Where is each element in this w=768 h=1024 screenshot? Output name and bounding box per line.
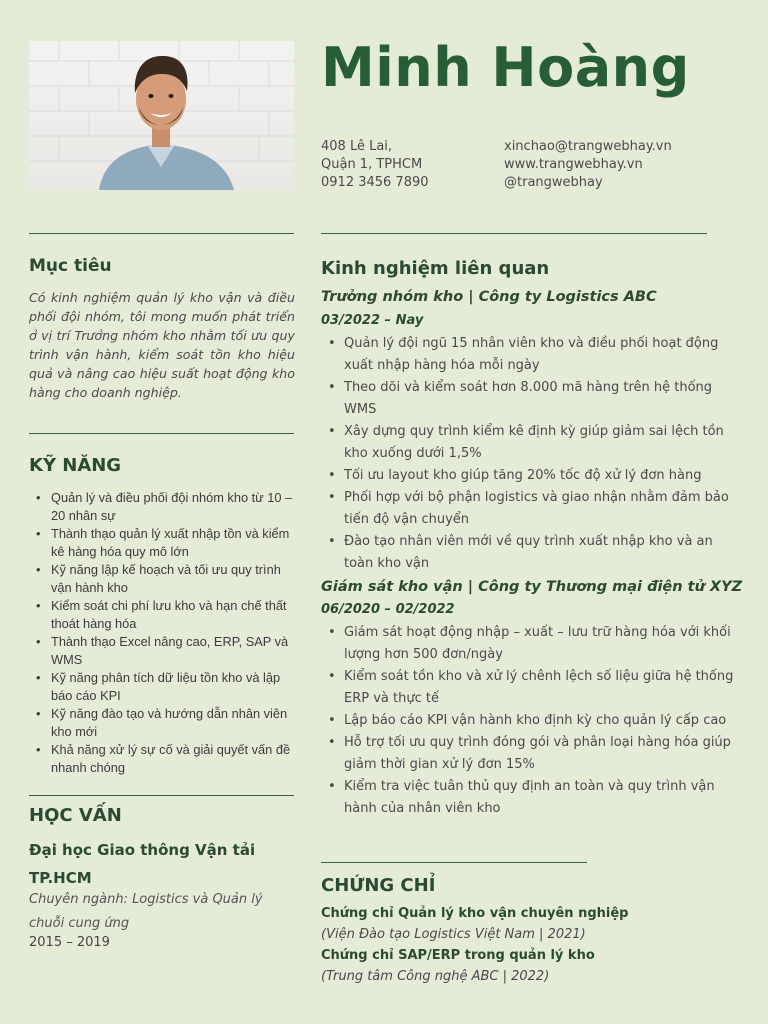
contact-address-block — [321, 138, 429, 192]
job-title-2: Giám sát kho vận | Công ty Thương mại điện tử XYZ — [321, 579, 743, 595]
divider-left-education — [29, 795, 294, 796]
social-handle: @trangwebhay — [504, 175, 603, 190]
job-bullets-1 — [326, 333, 740, 575]
profile-photo — [29, 41, 294, 190]
job-title-1: Trưởng nhóm kho | Công ty Logistics ABC — [321, 289, 657, 305]
certificate-org-1: (Viện Đào tạo Logistics Việt Nam | 2021) — [321, 927, 586, 942]
job-date-2: 06/2020 – 02/2022 — [321, 602, 455, 617]
list-item: • Kỹ năng đào tạo và hướng dẫn nhân viên kho mới — [36, 705, 298, 741]
education-title: HỌC VẤN — [29, 805, 122, 826]
list-item: • Tối ưu layout kho giúp tăng 20% tốc độ xử lý đơn hàng — [326, 465, 740, 487]
address-line-2: Quận 1, TPHCM — [321, 157, 423, 172]
list-item: • Theo dõi và kiểm soát hơn 8.000 mã hàng trên hệ thống WMS — [326, 377, 740, 421]
objective-title: Mục tiêu — [29, 256, 112, 276]
list-item: • Xây dựng quy trình kiểm kê định kỳ giúp giảm sai lệch tồn kho xuống dưới 1,5% — [326, 421, 740, 465]
job-date-1: 03/2022 – Nay — [321, 313, 424, 328]
list-item: • Phối hợp với bộ phận logistics và giao nhận nhằm đảm bảo tiến độ vận chuyển — [326, 487, 740, 531]
list-item: • Kiểm tra việc tuân thủ quy định an toàn và quy trình vận hành của nhân viên kho — [326, 776, 740, 820]
list-item: • Kỹ năng phân tích dữ liệu tồn kho và lập báo cáo KPI — [36, 669, 298, 705]
email-address: xinchao@trangwebhay.vn — [504, 139, 672, 154]
list-item: • Khả năng xử lý sự cố và giải quyết vấn đề nhanh chóng — [36, 741, 298, 777]
list-item: • Kỹ năng lập kế hoạch và tối ưu quy trình vận hành kho — [36, 561, 298, 597]
certificate-org-2: (Trung tâm Công nghệ ABC | 2022) — [321, 969, 550, 984]
divider-right-top — [321, 233, 707, 234]
education-years: 2015 – 2019 — [29, 935, 110, 950]
certificates-title: CHỨNG CHỈ — [321, 875, 436, 896]
website-address: www.trangwebhay.vn — [504, 157, 643, 172]
education-school: Đại học Giao thông Vận tải TP.HCM — [29, 841, 256, 887]
job-bullets-2 — [326, 622, 740, 820]
divider-left-top — [29, 233, 294, 234]
divider-right-certificates — [321, 862, 587, 863]
list-item: • Quản lý và điều phối đội nhóm kho từ 10 – 20 nhân sự — [36, 489, 298, 525]
list-item: • Giám sát hoạt động nhập – xuất – lưu trữ hàng hóa với khối lượng hơn 500 đơn/ngày — [326, 622, 740, 666]
education-major: Chuyên ngành: Logistics và Quản lý chuỗi cung ứng — [29, 892, 263, 931]
candidate-name: Minh Hoàng — [321, 36, 690, 99]
certificate-name-2: Chứng chỉ SAP/ERP trong quản lý kho — [321, 948, 595, 963]
list-item: • Thành thạo Excel nâng cao, ERP, SAP và WMS — [36, 633, 298, 669]
phone-number: 0912 3456 7890 — [321, 175, 429, 190]
divider-left-skills — [29, 433, 294, 434]
list-item: • Lập báo cáo KPI vận hành kho định kỳ cho quản lý cấp cao — [326, 710, 740, 732]
certificate-name-1: Chứng chỉ Quản lý kho vận chuyên nghiệp — [321, 906, 629, 921]
list-item: • Quản lý đội ngũ 15 nhân viên kho và điều phối hoạt động xuất nhập hàng hóa mỗi ngày — [326, 333, 740, 377]
list-item: • Đào tạo nhân viên mới về quy trình xuất nhập kho và an toàn kho vận — [326, 531, 740, 575]
list-item: • Hỗ trợ tối ưu quy trình đóng gói và phân loại hàng hóa giúp giảm thời gian xử lý đơn 15% — [326, 732, 740, 776]
contact-online-block — [504, 138, 672, 192]
list-item: • Kiểm soát chi phí lưu kho và hạn chế thất thoát hàng hóa — [36, 597, 298, 633]
experience-title: Kinh nghiệm liên quan — [321, 258, 550, 279]
skills-title: KỸ NĂNG — [29, 455, 122, 476]
objective-text: Có kinh nghiệm quản lý kho vận và điều phối đội nhóm, tôi mong muốn phát triển ở vị trí Trưởng nhóm kho nhằm tối ưu quy trình vận hành, kiểm soát tồn kho hiệu quả và nâng cao hiệu suất hoạt động kho hàng cho doanh nghiệp. — [29, 290, 295, 400]
skills-list — [36, 489, 298, 777]
list-item: • Thành thạo quản lý xuất nhập tồn và kiểm kê hàng hóa quy mô lớn — [36, 525, 298, 561]
list-item: • Kiểm soát tồn kho và xử lý chênh lệch số liệu giữa hệ thống ERP và thực tế — [326, 666, 740, 710]
address-line-1: 408 Lê Lai, — [321, 139, 393, 154]
